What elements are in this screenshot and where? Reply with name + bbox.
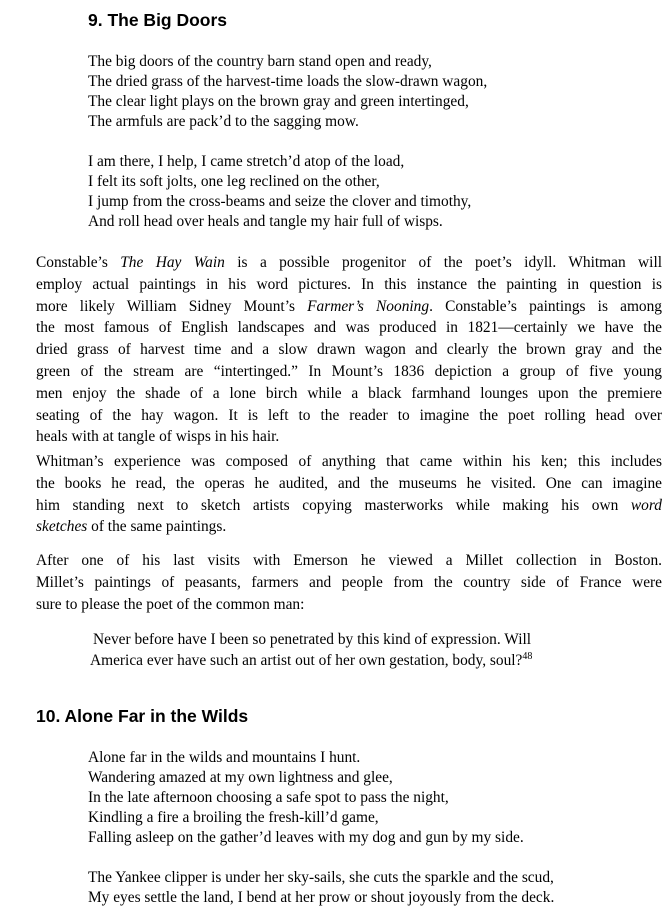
poem-stanza [88,152,471,232]
painting-title: The Hay Wain [120,254,225,271]
poem-line: I am there, I help, I came stretch’d atop of the load, [88,153,405,170]
poem-line: The Yankee clipper is under her sky-sails, she cuts the sparkle and the scud, [88,869,554,886]
painting-title: Farmer’s Nooning [307,297,430,315]
poem-line: I jump from the cross-beams and seize the clover and timothy, [88,193,472,210]
poem-line: My eyes settle the land, I bend at her prow or shout joyously from the deck. [88,889,555,906]
block-quote: Never before have I been so penetrated by this kind of expression. Will America ever have such an artist out of her own gestation, body, soul?$^{48}$ [90,631,533,669]
poem-line: Falling asleep on the gather’d leaves with my dog and gun by my side. [88,829,524,846]
poem-stanza [88,52,487,132]
poem-line: I felt its soft jolts, one leg reclined on the other, [88,173,380,190]
section-heading-alone-far: 10. Alone Far in the Wilds [36,706,249,726]
poem-line: Alone far in the wilds and mountains I hunt. [88,749,361,766]
poem-line: The big doors of the country barn stand open and ready, [88,53,432,70]
section-heading-big-doors: 9. The Big Doors [88,10,228,30]
poem-stanza [88,748,524,848]
poem-line: And roll head over heals and tangle my hair full of wisps. [88,213,443,230]
poem-line: The clear light plays on the brown gray and green intertinged, [88,93,469,110]
poem-line: The armfuls are pack’d to the sagging mow. [88,113,359,130]
poem-line: Kindling a fire a broiling the fresh-kill’d game, [88,809,379,826]
poem-stanza [88,868,554,908]
poem-line: The dried grass of the harvest-time loads the slow-drawn wagon, [88,73,488,90]
paragraph-experience: Whitman’s experience was composed of anything that came within his ken; this includes the books he read, the operas he audited, and the museums he visited. One can imagine him standing next to sketch artists copying masterworks while making his own word sketches of the same paintings. [36,453,662,536]
paragraph-millet: After one of his last visits with Emerson he viewed a Millet collection in Boston. Millet’s paintings of peasants, farmers and people from the country side of France were sure to please the poet of the common man: [36,552,662,613]
poem-line: In the late afternoon choosing a safe spot to pass the night, [88,789,449,806]
footnote-marker: 48 [522,651,533,662]
poem-line: Wandering amazed at my own lightness and glee, [88,769,393,786]
paragraph-hay-wain: Constable’s The Hay Wain is a possible progenitor of the poet’s idyll. Whitman will employ actual paintings in his word pictures. In this instance the painting in question is more likely William Sidney Mount’s Farmer’s Nooning. Constable’s paintings is among the most famous of English landscapes and was produced in 1821—certainly we have the dried grass of harvest time and a slow drawn wagon and clearly the brown gray and the green of the stream are “intertinged.” In Mount’s 1836 depiction a group of five young men enjoy the shade of a lone birch while a black farmhand lounges upon the premiere seating of the hay wagon. It is left to the reader to imagine the poet rolling head over heals with at tangle of wisps in his hair. [36,254,662,446]
